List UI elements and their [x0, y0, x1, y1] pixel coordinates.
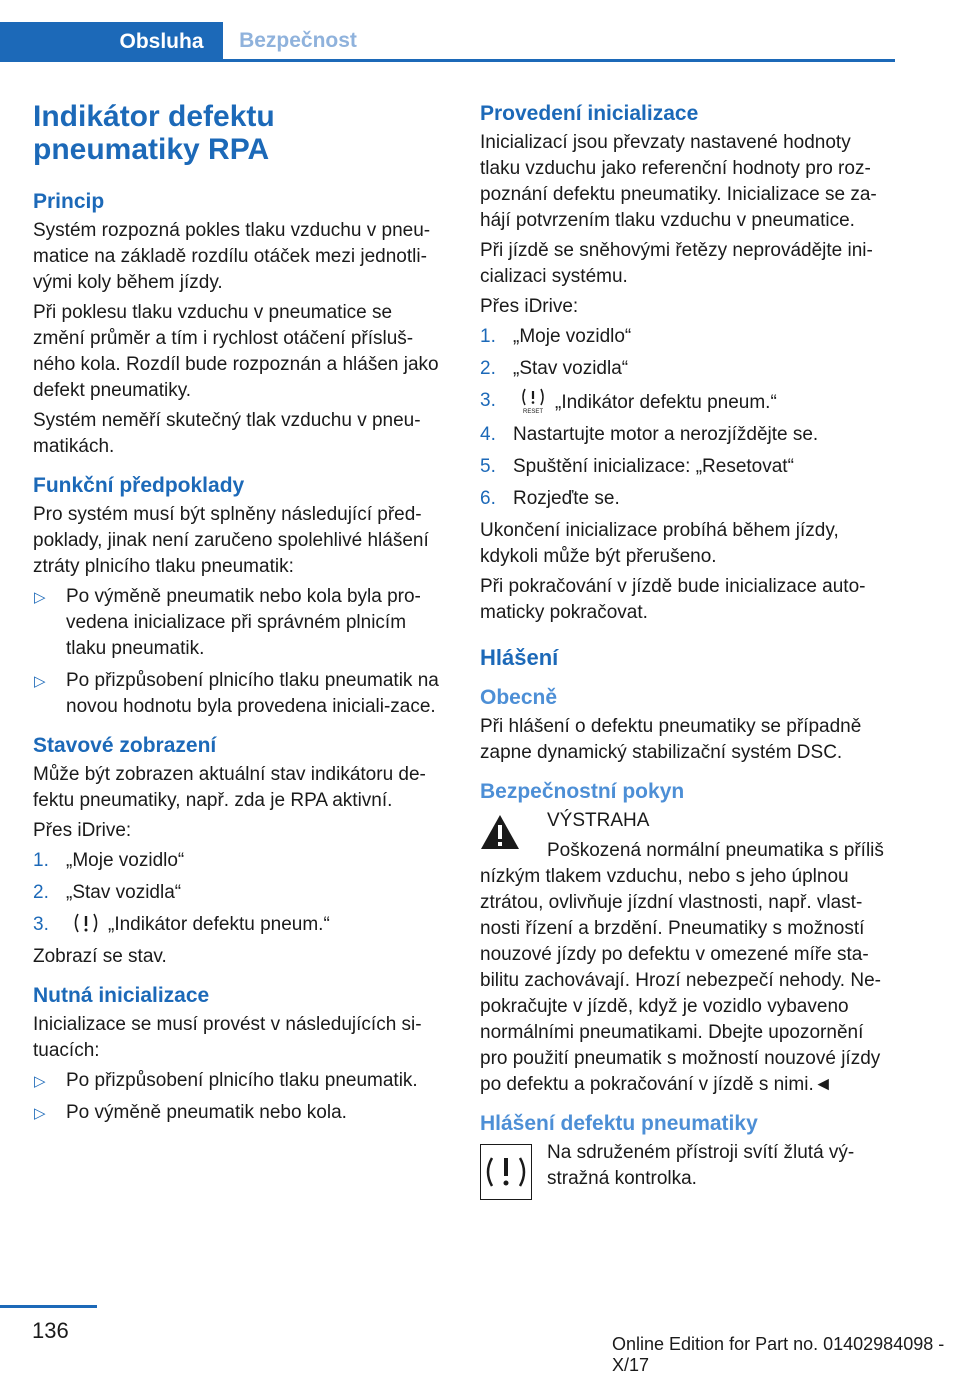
list-item: 3. „Indikátor defektu pneum.“ — [33, 914, 330, 935]
list-item: 3. RESET „Indikátor defektu pneum.“ — [480, 390, 777, 414]
predpoklady-text: Pro systém musí být splněny následující před‐poklady, jinak není zaručeno spolehlivé hlášení ztráty plnicího tlaku pneumatik: — [33, 504, 429, 577]
stav-result: Zobrazí se stav. — [33, 946, 167, 967]
footer-rule — [0, 1305, 97, 1308]
triangle-bullet-icon: ▷ — [34, 673, 46, 690]
triangle-bullet-icon: ▷ — [34, 1105, 46, 1122]
page-number: 136 — [32, 1318, 69, 1343]
list-item: ▷ Po výměně pneumatik nebo kola. — [33, 1100, 448, 1126]
warning-text: Poškozená normální pneumatika s příliš nízkým tlakem vzduchu, nebo s jeho úplnou ztrátou, ovlivňuje jízdní vlastnosti, např. vlast‐nosti řízení a brzdění. Pneumatiky s možností nouzové jízdy po defektu v omezené míře sta‐bilitu zachovávají. Hrozí nebezpečí nehody. Ne‐pokračujte v jízdě, když je vozidlo vybaveno normálními pneumatikami. Dbejte upozornění pro použití pneumatik s možností nouzové jízdy po defektu a pokračování v jízdě s nimi.◄ — [480, 840, 884, 1095]
provedeni-text-4: Ukončení inicializace probíhá během jízdy, kdykoli může být přerušeno. — [480, 520, 839, 567]
tire-warning-icon — [72, 912, 100, 934]
tab-obsluha[interactable]: Obsluha — [0, 22, 223, 62]
stav-text: Může být zobrazen aktuální stav indikátoru de‐fektu pneumatiky, např. zda je RPA aktivní. — [33, 764, 426, 811]
tab-underline — [0, 59, 895, 62]
tire-warning-lamp-icon — [480, 1144, 532, 1200]
list-item: 2. „Stav vozidla“ — [33, 882, 182, 903]
predpoklady-heading: Funkční předpoklady — [33, 474, 245, 497]
princip-heading: Princip — [33, 190, 105, 213]
princip-text-1: Systém rozpozná pokles tlaku vzduchu v pneu‐matice na základě rozdílu otáček mezi jednotli‐vými koly během jízdy. — [33, 220, 431, 293]
list-item: ▷ Po přizpůsobení plnicího tlaku pneumatik. — [33, 1068, 448, 1094]
triangle-bullet-icon: ▷ — [34, 589, 46, 606]
reset-icon-label: RESET — [522, 409, 544, 414]
defekt-block — [480, 1140, 895, 1200]
princip-text-3: Systém neměří skutečný tlak vzduchu v pneu‐matikách. — [33, 410, 421, 457]
right-column — [480, 100, 895, 1200]
obecne-heading: Obecně — [480, 686, 558, 709]
triangle-bullet-icon: ▷ — [34, 1073, 46, 1090]
nutna-list — [33, 1068, 448, 1126]
list-item: 2. „Stav vozidla“ — [480, 358, 629, 379]
nutna-heading: Nutná inicializace — [33, 984, 210, 1007]
warning-title: VÝSTRAHA — [547, 810, 650, 831]
left-column — [33, 100, 448, 1132]
princip-text-2: Při poklesu tlaku vzduchu v pneumatice se změní průměr a tím i rychlost otáčení přísluš‐ného kola. Rozdíl bude rozpoznán a hlášen jako defekt pneumatiky. — [33, 302, 439, 401]
list-item: 5. Spuštění inicializace: „Resetovat“ — [480, 456, 794, 477]
list-item: ▷ Po přizpůsobení plnicího tlaku pneumatik na novou hodnotu byla provedena iniciali‐zace. — [34, 670, 439, 717]
warning-block — [480, 808, 895, 834]
stav-idrive: Přes iDrive: — [33, 820, 132, 841]
page-title: Indikátor defektu pneumatiky RPA — [33, 100, 275, 166]
provedeni-text-5: Při pokračování v jízdě bude inicializace auto‐maticky pokračovat. — [480, 576, 866, 623]
list-item: ▷ Po výměně pneumatik nebo kola byla pro‐vedena inicializace při správném plnicím tlaku pneumatik. — [34, 586, 421, 659]
nutna-text: Inicializace se musí provést v následujících si‐tuacích: — [33, 1014, 422, 1061]
tab-bezpecnost[interactable]: Bezpečnost — [239, 28, 357, 52]
stav-steps — [33, 848, 448, 938]
warning-triangle-icon — [480, 814, 520, 850]
list-item: 1. „Moje vozidlo“ — [480, 326, 632, 347]
predpoklady-list — [33, 584, 448, 720]
provedeni-heading: Provedení inicializace — [480, 102, 699, 125]
list-item: 1. „Moje vozidlo“ — [33, 850, 185, 871]
stav-heading: Stavové zobrazení — [33, 734, 217, 757]
defekt-text: Na sdruženém přístroji svítí žlutá vý‐stražná kontrolka. — [547, 1142, 855, 1189]
provedeni-text-2: Při jízdě se sněhovými řetězy neprovádějte ini‐cializaci systému. — [480, 240, 873, 287]
tab-bar — [0, 22, 895, 62]
list-item: 4. Nastartujte motor a nerozjíždějte se. — [480, 424, 819, 445]
defekt-heading: Hlášení defektu pneumatiky — [480, 1112, 758, 1135]
provedeni-idrive: Přes iDrive: — [480, 296, 579, 317]
edition-text: Online Edition for Part no. 01402984098 - X/17 — [612, 1334, 945, 1375]
pokyn-heading: Bezpečnostní pokyn — [480, 780, 685, 803]
hlaseni-heading: Hlášení — [480, 645, 559, 670]
tire-reset-icon — [519, 388, 547, 414]
list-item: 6. Rozjeďte se. — [480, 488, 620, 509]
provedeni-text-1: Inicializací jsou převzaty nastavené hodnoty tlaku vzduchu jako referenční hodnoty pro roz‐poznání defektu pneumatiky. Inicializace se za‐hájí potvrzením tlaku vzduchu v pneumatice. — [480, 132, 877, 231]
provedeni-steps — [480, 324, 895, 512]
obecne-text: Při hlášení o defektu pneumatiky se případně zapne dynamický stabilizační systém DSC. — [480, 716, 862, 763]
